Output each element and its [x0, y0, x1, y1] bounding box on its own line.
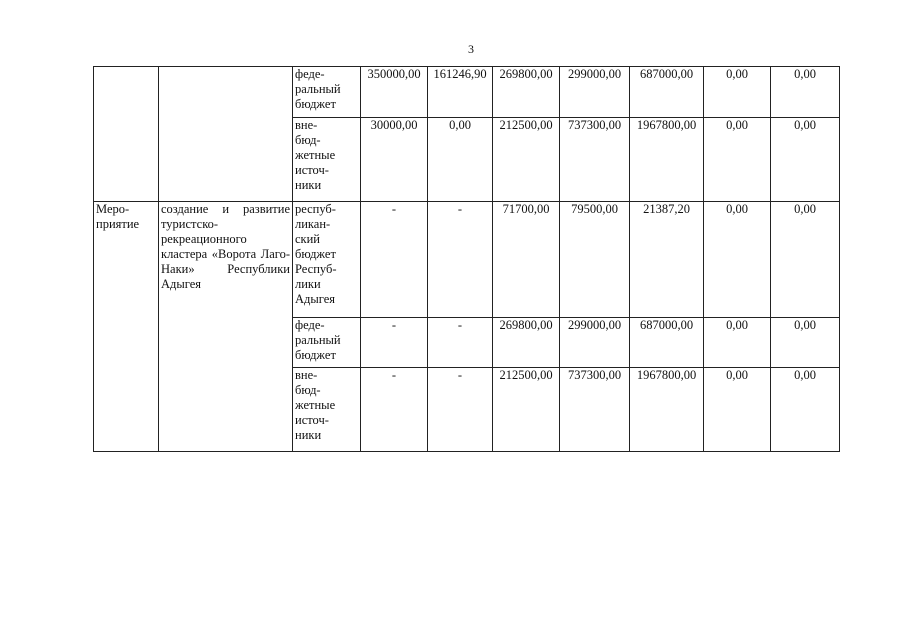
- value-cell: 21387,20: [630, 202, 704, 318]
- value-cell: 161246,90: [428, 67, 493, 118]
- value-cell: -: [428, 318, 493, 368]
- page-number: 3: [468, 42, 474, 56]
- kind-cell-empty: [94, 67, 159, 202]
- value-cell: 0,00: [428, 118, 493, 202]
- value-cell: 212500,00: [493, 368, 560, 452]
- value-cell: 0,00: [771, 368, 840, 452]
- value-cell: 212500,00: [493, 118, 560, 202]
- value-cell: 0,00: [704, 318, 771, 368]
- value-cell: 687000,00: [630, 318, 704, 368]
- value-cell: 350000,00: [361, 67, 428, 118]
- table-row: [94, 202, 840, 318]
- funding-source-cell: вне- бюд- жетные источ- ники: [293, 368, 361, 452]
- value-cell: 79500,00: [560, 202, 630, 318]
- value-cell: -: [361, 368, 428, 452]
- value-cell: 0,00: [771, 318, 840, 368]
- budget-table: [93, 66, 840, 452]
- value-cell: 0,00: [771, 202, 840, 318]
- value-cell: 737300,00: [560, 368, 630, 452]
- funding-source-cell: вне- бюд- жетные источ- ники: [293, 118, 361, 202]
- value-cell: 0,00: [771, 118, 840, 202]
- value-cell: 687000,00: [630, 67, 704, 118]
- value-cell: 0,00: [771, 67, 840, 118]
- value-cell: 299000,00: [560, 67, 630, 118]
- value-cell: 1967800,00: [630, 118, 704, 202]
- table-row: [94, 67, 840, 118]
- activity-description-cell: создание и развитие туристско-рекреационного кластера «Ворота Лаго-Наки» Республики Адыгея: [159, 202, 293, 452]
- value-cell: 0,00: [704, 118, 771, 202]
- value-cell: 299000,00: [560, 318, 630, 368]
- activity-type-cell: Меро- приятие: [94, 202, 159, 452]
- description-cell-empty: [159, 67, 293, 202]
- funding-source-cell: феде- ральный бюджет: [293, 67, 361, 118]
- value-cell: 30000,00: [361, 118, 428, 202]
- value-cell: -: [428, 202, 493, 318]
- value-cell: 0,00: [704, 202, 771, 318]
- value-cell: 0,00: [704, 67, 771, 118]
- value-cell: -: [361, 318, 428, 368]
- value-cell: 737300,00: [560, 118, 630, 202]
- value-cell: -: [361, 202, 428, 318]
- value-cell: 0,00: [704, 368, 771, 452]
- value-cell: 269800,00: [493, 67, 560, 118]
- funding-source-cell: респуб- ликан- ский бюджет Респуб- лики Адыгея: [293, 202, 361, 318]
- value-cell: 269800,00: [493, 318, 560, 368]
- value-cell: -: [428, 368, 493, 452]
- value-cell: 1967800,00: [630, 368, 704, 452]
- value-cell: 71700,00: [493, 202, 560, 318]
- funding-source-cell: феде- ральный бюджет: [293, 318, 361, 368]
